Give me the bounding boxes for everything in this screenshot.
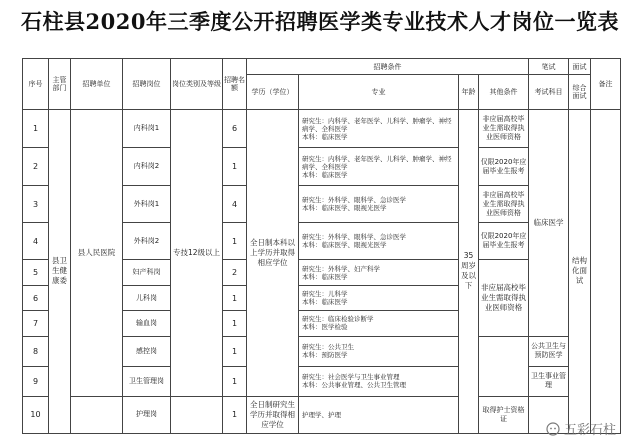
cell-count: 1: [223, 223, 247, 260]
cell-post: 内科岗2: [123, 148, 171, 186]
header-seq: 序号: [23, 59, 49, 110]
cell-seq: 6: [23, 285, 49, 310]
table-row: [23, 109, 621, 147]
cell-seq: 10: [23, 396, 49, 433]
cell-other: 仅限2020年应届毕业生报考: [479, 148, 529, 186]
cell-count: 1: [223, 148, 247, 186]
cell-count: 1: [223, 366, 247, 396]
cell-major: 研究生：外科学、妇产科学 本科：临床医学: [299, 260, 459, 285]
cell-major: 研究生：临床检验诊断学 本科：医学检验: [299, 311, 459, 336]
header-written-subject: 考试科目: [529, 75, 569, 110]
cell-post: 外科岗2: [123, 223, 171, 260]
cell-seq: 2: [23, 148, 49, 186]
cell-other: 非应届高校毕业生需取得执业医师资格: [479, 260, 529, 336]
cell-count: 1: [223, 285, 247, 310]
cell-unit: [71, 396, 123, 433]
header-category: 岗位类别及等级: [171, 59, 223, 110]
cell-major: 研究生：外科学、眼科学、急诊医学 本科：临床医学、眼视光医学: [299, 186, 459, 223]
cell-count: 1: [223, 311, 247, 336]
cell-other: 非应届高校毕业生需取得执业医师资格: [479, 109, 529, 147]
header-unit: 招聘单位: [71, 59, 123, 110]
cell-category: 专技12级以上: [171, 109, 223, 396]
cell-major: 护理学、护理: [299, 396, 459, 433]
watermark: [546, 419, 616, 438]
cell-seq: 7: [23, 311, 49, 336]
cell-remarks: [591, 109, 621, 433]
cell-seq: 4: [23, 223, 49, 260]
cell-seq: 1: [23, 109, 49, 147]
header-interview: 面试: [569, 59, 591, 75]
cell-seq: 8: [23, 336, 49, 366]
cell-major: 研究生：公共卫生 本科：预防医学: [299, 336, 459, 366]
cell-other: 仅限2020年应届毕业生报考: [479, 223, 529, 260]
cell-post: 妇产科岗: [123, 260, 171, 285]
header-written: 笔试: [529, 59, 569, 75]
cell-major: 研究生：社会医学与卫生事业管理 本科：公共事业管理、公共卫生管理: [299, 366, 459, 396]
cell-unit: 县人民医院: [71, 109, 123, 396]
cell-count: 1: [223, 336, 247, 366]
header-count: 招聘名额: [223, 59, 247, 110]
header-other: 其他条件: [479, 75, 529, 110]
page-title: 石柱县2020年三季度公开招聘医学类专业技术人才岗位一览表: [21, 9, 619, 34]
cell-count: 2: [223, 260, 247, 285]
cell-major: 研究生：外科学、眼科学、急诊医学 本科：临床医学、眼视光医学: [299, 223, 459, 260]
cell-post: 内科岗1: [123, 109, 171, 147]
header-post: 招聘岗位: [123, 59, 171, 110]
cell-post: 儿科岗: [123, 285, 171, 310]
cell-subject: 临床医学: [529, 109, 569, 336]
cell-post: 感控岗: [123, 336, 171, 366]
cell-post: 输血岗: [123, 311, 171, 336]
cell-post: 卫生管理岗: [123, 366, 171, 396]
cell-major: 研究生：儿科学 本科：临床医学: [299, 285, 459, 310]
cell-count: 4: [223, 186, 247, 223]
cell-post: 外科岗1: [123, 186, 171, 223]
cell-count: 1: [223, 396, 247, 433]
cell-major: 研究生：内科学、老年医学、儿科学、肿瘤学、神经病学、全科医学 本科：临床医学: [299, 109, 459, 147]
header-interview-subject: 综合面试: [569, 75, 591, 110]
watermark-text: 五彩石柱: [563, 423, 616, 438]
cell-other: 非应届高校毕业生需取得执业医师资格: [479, 186, 529, 223]
header-dept: 主管部门: [49, 59, 71, 110]
header-remarks: 备注: [591, 59, 621, 110]
cell-subject: 卫生事业管理: [529, 366, 569, 396]
cell-education-b: 全日制研究生学历并取得相应学位: [247, 396, 299, 433]
header-major: 专业: [299, 75, 459, 110]
table-row: [23, 396, 621, 433]
cell-major: 研究生：内科学、老年医学、儿科学、肿瘤学、神经病学、全科医学 本科：临床医学: [299, 148, 459, 186]
cell-dept: 县卫生健康委: [49, 109, 71, 433]
cell-interview: 结构化面试: [569, 109, 591, 433]
cell-post: 护理岗: [123, 396, 171, 433]
header-conditions: 招聘条件: [247, 59, 529, 75]
cell-education-a: 全日制本科以上学历并取得相应学位: [247, 109, 299, 396]
cell-other: 取得护士资格证: [479, 396, 529, 433]
cell-count: 6: [223, 109, 247, 147]
header-education: 学历（学位）: [247, 75, 299, 110]
cell-age: 35周岁及以下: [459, 109, 479, 433]
header-age: 年龄: [459, 75, 479, 110]
cell-subject: 公共卫生与预防医学: [529, 336, 569, 366]
cell-seq: 3: [23, 186, 49, 223]
cell-category: [171, 396, 223, 433]
cell-other: [479, 336, 529, 396]
cell-seq: 9: [23, 366, 49, 396]
cell-seq: 5: [23, 260, 49, 285]
recruitment-table: [22, 58, 621, 434]
chat-bubble-icon: [546, 422, 560, 436]
